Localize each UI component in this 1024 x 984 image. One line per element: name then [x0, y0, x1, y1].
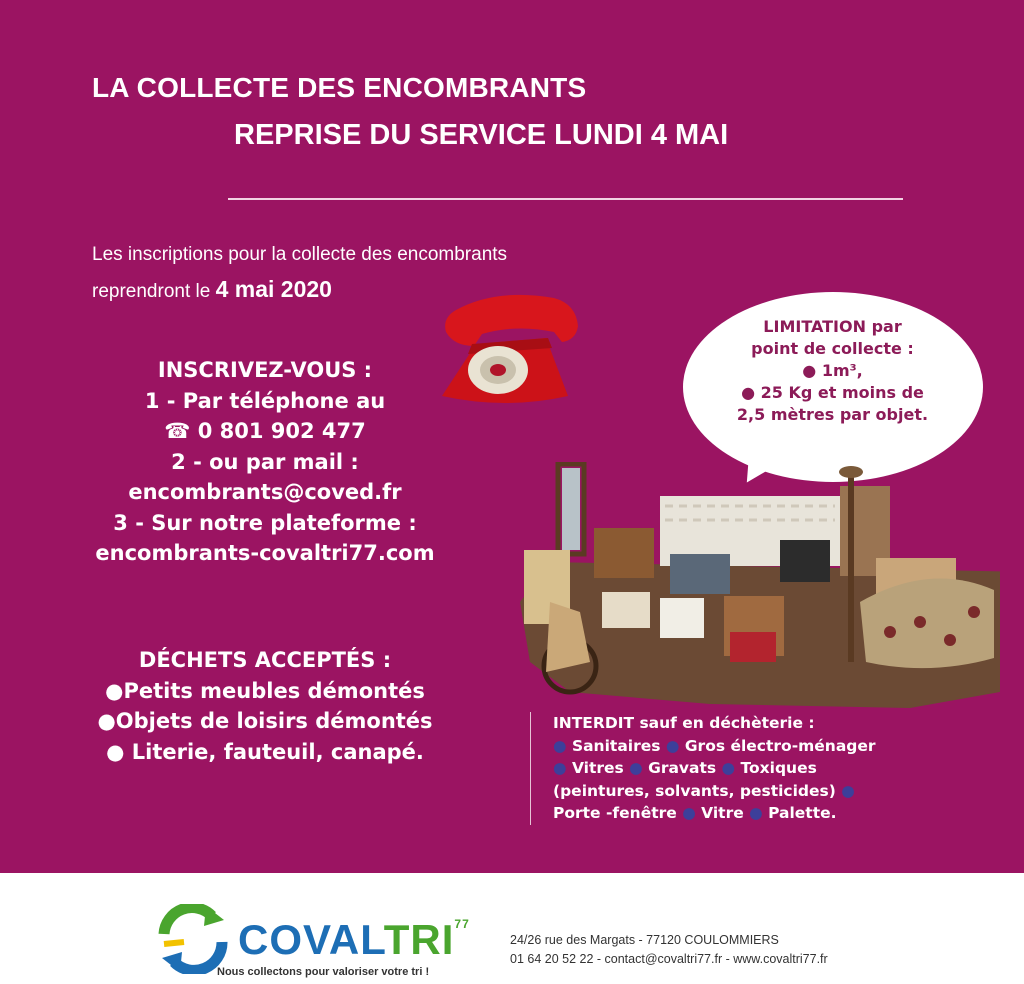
register-heading: INSCRIVEZ-VOUS : — [157, 358, 373, 382]
list-item: ● Literie, fauteuil, canapé. — [106, 739, 424, 764]
list-item: ●Petits meubles démontés — [105, 678, 425, 703]
mail-address[interactable]: encombrants@coved.fr — [128, 480, 402, 504]
bullet-icon: ● — [553, 736, 567, 755]
platform-label: 3 - Sur notre plateforme : — [113, 510, 417, 535]
register-section — [70, 355, 460, 569]
forbidden-heading: INTERDIT sauf en déchèterie : — [553, 714, 815, 732]
bullet-icon: ● — [749, 804, 763, 822]
phone-icon: ☎ — [164, 419, 191, 443]
bullet-icon: ● — [802, 361, 817, 380]
list-item: Gravats — [648, 759, 717, 777]
intro-date: 4 mai 2020 — [215, 276, 332, 302]
mail-label: 2 - ou par mail : — [171, 449, 359, 474]
bullet-icon: ● — [106, 739, 125, 764]
forbidden-list — [553, 735, 883, 825]
list-item: Toxiques (peintures, solvants, pesticides) — [553, 759, 836, 800]
bullet-icon: ● — [105, 678, 124, 703]
logo-sup: 77 — [454, 917, 470, 931]
list-item: Vitres — [571, 759, 624, 777]
forbidden-section — [530, 712, 883, 825]
logo-slogan: Nous collectons pour valoriser votre tri ! — [217, 966, 430, 978]
intro-prefix: reprendront le — [92, 281, 216, 302]
contact-address — [510, 931, 828, 969]
bullet-icon: ● — [841, 781, 855, 800]
list-item: ●Objets de loisirs démontés — [97, 709, 433, 733]
list-item: Palette. — [768, 804, 837, 822]
intro-line-1: Les inscriptions pour la collecte des encombrants — [92, 244, 508, 265]
address-line: 24/26 rue des Margats - 77120 COULOMMIERS — [510, 933, 779, 947]
bullet-icon: ● — [97, 709, 116, 733]
bullet-icon: ● — [741, 383, 756, 402]
logo-wordmark — [238, 916, 470, 964]
accepted-section — [60, 645, 470, 767]
bullet-icon: ● — [721, 759, 736, 777]
bullet-icon: ● — [665, 736, 680, 755]
bullet-icon: ● — [629, 759, 643, 777]
bullet-icon: ● — [682, 804, 696, 822]
furniture-pile-illustration — [510, 462, 1000, 712]
logo-accent: TRI — [383, 916, 455, 963]
divider — [228, 198, 903, 200]
list-item: Vitre — [701, 804, 744, 822]
list-item: Porte -fenêtre — [553, 804, 677, 822]
accepted-heading: DÉCHETS ACCEPTÉS : — [138, 648, 392, 672]
contact-line[interactable]: 01 64 20 52 22 - contact@covaltri77.fr - www.covaltri77.fr — [510, 952, 828, 966]
list-item: Sanitaires — [571, 736, 661, 755]
title-line-1: LA COLLECTE DES ENCOMBRANTS — [92, 72, 587, 103]
list-item: Gros électro-ménager — [684, 736, 876, 755]
limitation-text: LIMITATION par point de collecte : ● 1m³, ● 25 Kg et moins de 2,5 mètres par objet. — [736, 317, 929, 424]
phone-line — [70, 416, 460, 447]
platform-link[interactable]: encombrants-covaltri77.com — [95, 541, 435, 565]
phone-label: 1 - Par téléphone au — [144, 388, 386, 413]
recycle-logo-icon — [154, 904, 232, 974]
bullet-icon: ● — [553, 759, 567, 777]
title-line-2: REPRISE DU SERVICE LUNDI 4 MAI — [234, 119, 729, 151]
logo-main: COVAL — [238, 916, 384, 963]
phone-number[interactable]: 0 801 902 477 — [197, 419, 366, 443]
